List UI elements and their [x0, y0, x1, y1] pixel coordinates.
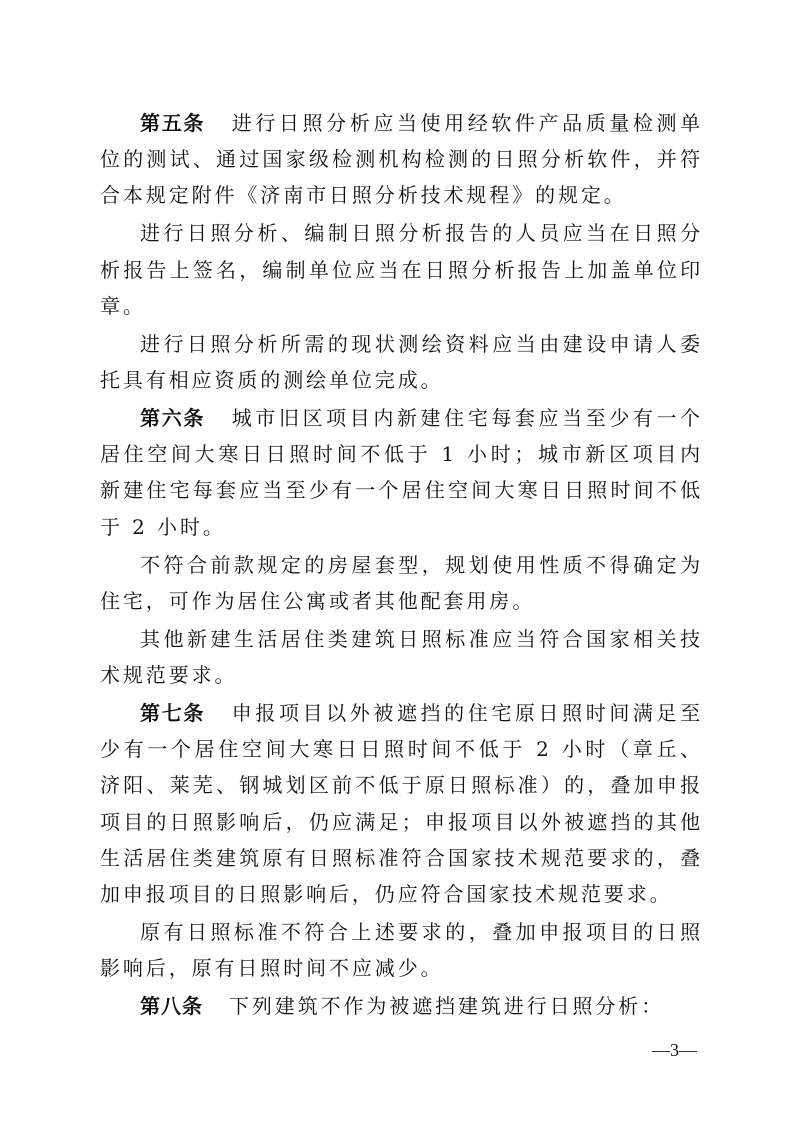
- paragraph: [100, 326, 703, 398]
- paragraph-text: 城市旧区项目内新建住宅每套应当至少有一个居住空间大寒日日照时间不低于 1 小时；城市新区项目内新建住宅每套应当至少有一个居住空间大寒日日照时间不低于 2 小时。: [100, 406, 704, 539]
- article-label: 第八条: [140, 994, 203, 1019]
- article-label: 第六条: [140, 406, 206, 431]
- paragraph-article-5: [100, 105, 703, 214]
- paragraph-text: 申报项目以外被遮挡的住宅原日照时间满足至少有一个居住空间大寒日日照时间不低于 2 小时（章丘、济阳、莱芜、钢城划区前不低于原日照标准）的，叠加申报项目的日照影响后，仍应满足；申报项目以外被遮挡的其他生活居住类建筑原有日照标准符合国家技术规范要求的，叠加申报项目的日照影响后，仍应符合国家技术规范要求。: [100, 701, 704, 907]
- paragraph-text: 下列建筑不作为被遮挡建筑进行日照分析：: [229, 994, 665, 1019]
- paragraph: [100, 215, 703, 324]
- document-body: [100, 105, 703, 1026]
- paragraph: [100, 914, 703, 986]
- article-label: 第五条: [140, 111, 206, 135]
- paragraph-article-8: [100, 988, 703, 1024]
- paragraph-text: 其他新建生活居住类建筑日照标准应当符合国家相关技术规范要求。: [100, 626, 703, 688]
- paragraph: [100, 621, 703, 693]
- article-label: 第七条: [140, 701, 206, 726]
- paragraph-text: 原有日照标准不符合上述要求的，叠加申报项目的日照影响后，原有日照时间不应减少。: [100, 920, 703, 981]
- paragraph-text: 进行日照分析、编制日照分析报告的人员应当在日照分析报告上签名，编制单位应当在日照分析报告上加盖单位印章。: [100, 221, 703, 318]
- paragraph-text: 进行日照分析应当使用经软件产品质量检测单位的测试、通过国家级检测机构检测的日照分析软件，并符合本规定附件《济南市日照分析技术规程》的规定。: [100, 111, 704, 208]
- paragraph-text: 不符合前款规定的房屋套型，规划使用性质不得确定为住宅，可作为居住公寓或者其他配套用房。: [100, 552, 703, 613]
- paragraph-article-7: [100, 695, 703, 912]
- paragraph-article-6: [100, 400, 703, 545]
- paragraph: [100, 547, 703, 619]
- paragraph-text: 进行日照分析所需的现状测绘资料应当由建设申请人委托具有相应资质的测绘单位完成。: [100, 331, 703, 393]
- page-number: —3—: [652, 1040, 697, 1060]
